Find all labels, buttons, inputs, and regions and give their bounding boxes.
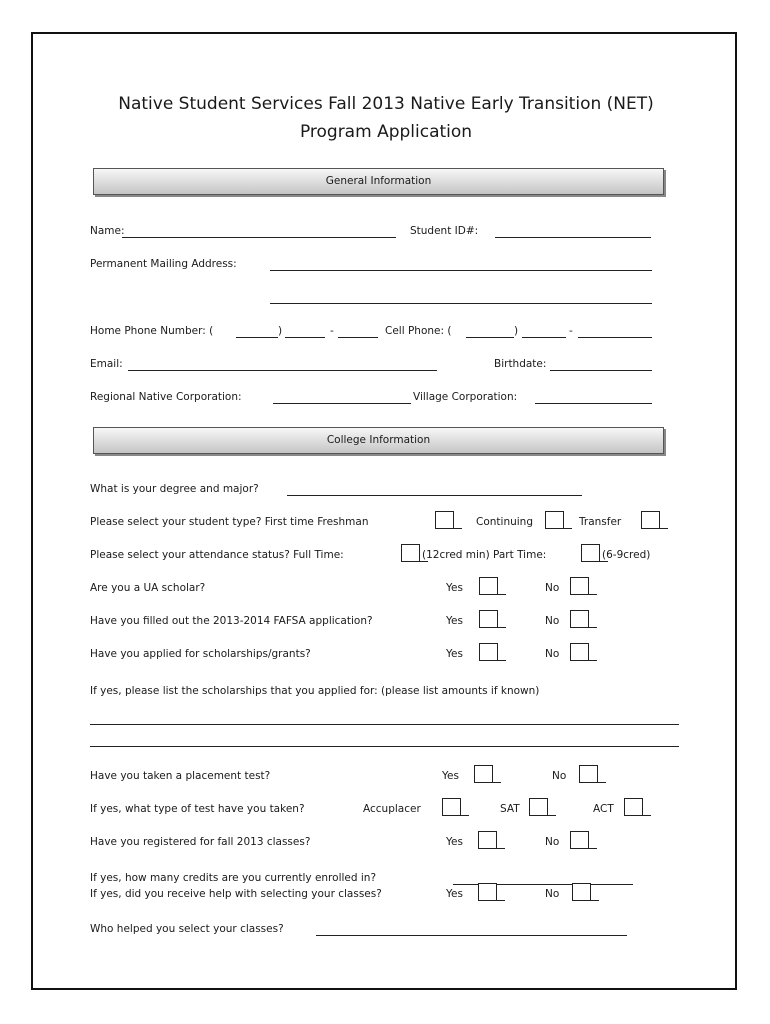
home-phone-dash: - <box>330 325 334 337</box>
accuplacer-checkbox[interactable] <box>442 798 461 815</box>
name-field[interactable] <box>122 237 396 238</box>
registered-no-checkbox[interactable] <box>570 831 589 848</box>
scholarships-list-field-line1[interactable] <box>90 724 679 725</box>
part-time-checkbox[interactable] <box>581 544 600 561</box>
freshman-checkbox[interactable] <box>435 511 454 528</box>
sat-checkbox[interactable] <box>529 798 548 815</box>
help-label: If yes, did you receive help with selecting your classes? <box>90 888 382 900</box>
regional-corp-label: Regional Native Corporation: <box>90 391 242 403</box>
transfer-label: Transfer <box>579 516 622 528</box>
registered-yes-checkbox[interactable] <box>478 831 497 848</box>
test-type-label: If yes, what type of test have you taken? <box>90 803 305 815</box>
fafsa-no-label: No <box>545 615 560 627</box>
placement-no-checkbox[interactable] <box>579 765 598 782</box>
help-no-checkbox[interactable] <box>572 883 591 900</box>
name-label: Name: <box>90 225 125 237</box>
part-time-note: (6-9cred) <box>602 549 651 561</box>
placement-yes-checkbox[interactable] <box>474 765 493 782</box>
cell-phone-line-field[interactable] <box>578 337 652 338</box>
degree-field[interactable] <box>287 495 582 496</box>
fafsa-yes-checkbox[interactable] <box>479 610 498 627</box>
home-phone-area-code-field[interactable] <box>236 337 278 338</box>
registered-label: Have you registered for fall 2013 classes? <box>90 836 311 848</box>
list-scholarships-label: If yes, please list the scholarships that you applied for: (please list amounts if known) <box>90 685 540 697</box>
student-id-field[interactable] <box>495 237 651 238</box>
full-time-checkbox[interactable] <box>401 544 420 561</box>
help-yes-label: Yes <box>446 888 463 900</box>
home-phone-close-paren: ) <box>278 325 283 337</box>
fafsa-no-checkbox[interactable] <box>570 610 589 627</box>
ua-scholar-yes-checkbox[interactable] <box>479 577 498 594</box>
student-id-label: Student ID#: <box>410 225 479 237</box>
fafsa-yes-label: Yes <box>446 615 463 627</box>
ua-scholar-label: Are you a UA scholar? <box>90 582 206 594</box>
general-info-header: General Information <box>93 168 664 195</box>
transfer-checkbox[interactable] <box>641 511 660 528</box>
ua-scholar-yes-label: Yes <box>446 582 463 594</box>
address-field-line1[interactable] <box>270 270 652 271</box>
cell-phone-label: Cell Phone: ( <box>385 325 452 337</box>
registered-no-label: No <box>545 836 560 848</box>
placement-test-label: Have you taken a placement test? <box>90 770 271 782</box>
scholarships-list-field-line2[interactable] <box>90 746 679 747</box>
form-title-line1: Native Student Services Fall 2013 Native Early Transition (NET) <box>118 94 654 114</box>
placement-yes-label: Yes <box>442 770 459 782</box>
email-field[interactable] <box>128 370 437 371</box>
birthdate-field[interactable] <box>550 370 652 371</box>
home-phone-prefix-field[interactable] <box>285 337 325 338</box>
degree-label: What is your degree and major? <box>90 483 259 495</box>
accuplacer-label: Accuplacer <box>363 803 421 815</box>
college-info-header: College Information <box>93 427 664 454</box>
sat-label: SAT <box>500 803 520 815</box>
help-yes-checkbox[interactable] <box>478 883 497 900</box>
home-phone-line-field[interactable] <box>338 337 378 338</box>
scholarships-label: Have you applied for scholarships/grants? <box>90 648 311 660</box>
application-form <box>31 32 737 990</box>
regional-corp-field[interactable] <box>273 403 411 404</box>
home-phone-label: Home Phone Number: ( <box>90 325 214 337</box>
who-helped-label: Who helped you select your classes? <box>90 923 284 935</box>
ua-scholar-no-checkbox[interactable] <box>570 577 589 594</box>
placement-no-label: No <box>552 770 567 782</box>
form-title-line2: Program Application <box>299 122 473 142</box>
scholarships-no-label: No <box>545 648 560 660</box>
act-label: ACT <box>593 803 614 815</box>
village-corp-label: Village Corporation: <box>413 391 518 403</box>
continuing-checkbox[interactable] <box>545 511 564 528</box>
birthdate-label: Birthdate: <box>494 358 547 370</box>
credits-label: If yes, how many credits are you currently enrolled in? <box>90 872 377 884</box>
attendance-label: Please select your attendance status? Full Time: <box>90 549 344 561</box>
help-no-label: No <box>545 888 560 900</box>
scholarships-no-checkbox[interactable] <box>570 643 589 660</box>
act-checkbox[interactable] <box>624 798 643 815</box>
cell-phone-prefix-field[interactable] <box>522 337 566 338</box>
who-helped-field[interactable] <box>316 935 627 936</box>
email-label: Email: <box>90 358 123 370</box>
ua-scholar-no-label: No <box>545 582 560 594</box>
address-label: Permanent Mailing Address: <box>90 258 237 270</box>
registered-yes-label: Yes <box>446 836 463 848</box>
continuing-label: Continuing <box>476 516 533 528</box>
cell-phone-close-paren: ) <box>514 325 519 337</box>
address-field-line2[interactable] <box>270 303 652 304</box>
cell-phone-area-code-field[interactable] <box>466 337 514 338</box>
fafsa-label: Have you filled out the 2013-2014 FAFSA application? <box>90 615 373 627</box>
full-time-note: (12cred min) Part Time: <box>422 549 547 561</box>
scholarships-yes-label: Yes <box>446 648 463 660</box>
cell-phone-dash: - <box>569 325 573 337</box>
student-type-label: Please select your student type? First time Freshman <box>90 516 369 528</box>
village-corp-field[interactable] <box>535 403 652 404</box>
scholarships-yes-checkbox[interactable] <box>479 643 498 660</box>
